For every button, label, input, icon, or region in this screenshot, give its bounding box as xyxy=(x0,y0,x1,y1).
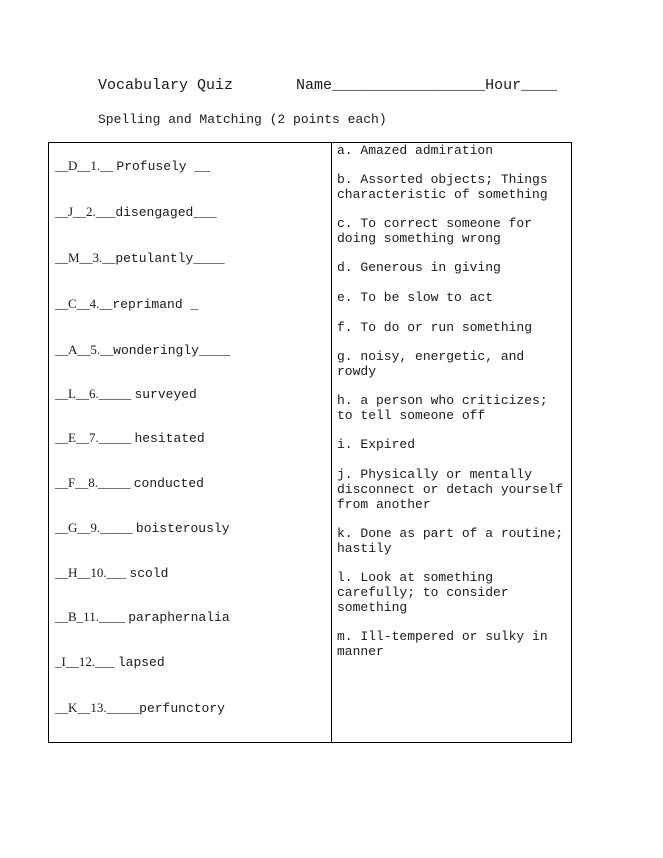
question-item[interactable]: __M__3.__petulantly____ xyxy=(55,250,225,266)
question-item[interactable]: __E__7._____ hesitated xyxy=(55,430,205,446)
definition-item: d. Generous in giving xyxy=(337,260,501,275)
definition-item: c. To correct someone for doing something wrong xyxy=(337,216,533,246)
hour-label: Hour xyxy=(485,77,522,94)
question-item[interactable]: _I__12.___ lapsed xyxy=(55,654,165,670)
name-label: Name xyxy=(296,77,333,94)
question-item[interactable]: __A__5.__wonderingly____ xyxy=(55,342,231,358)
definition-item: h. a person who criticizes; to tell someone off xyxy=(337,393,548,423)
quiz-title: Vocabulary Quiz xyxy=(98,77,234,94)
definition-item: i. Expired xyxy=(337,437,416,452)
question-item[interactable]: __L__6._____ surveyed xyxy=(55,386,197,402)
quiz-header xyxy=(98,77,557,94)
quiz-table xyxy=(48,142,572,743)
definition-item: g. noisy, energetic, and rowdy xyxy=(337,349,525,379)
question-item[interactable]: __C__4.__reprimand _ xyxy=(55,296,199,312)
hour-blank[interactable]: ____ xyxy=(521,77,558,94)
question-item[interactable]: __G__9._____ boisterously xyxy=(55,520,230,536)
question-item[interactable]: __B_11.____ paraphernalia xyxy=(55,609,230,625)
name-blank[interactable]: _________________ xyxy=(332,77,486,94)
question-item[interactable]: __D__1.__ Profusely __ xyxy=(55,158,211,174)
definition-item: f. To do or run something xyxy=(337,320,533,335)
definition-item: e. To be slow to act xyxy=(337,290,494,305)
question-item[interactable]: __H__10.___ scold xyxy=(55,565,169,581)
column-divider xyxy=(331,143,332,742)
quiz-subtitle: Spelling and Matching (2 points each) xyxy=(98,112,387,127)
definition-item: l. Look at something carefully; to consider something xyxy=(337,570,509,615)
definition-item: a. Amazed admiration xyxy=(337,143,494,158)
question-item[interactable]: __K__13._____perfunctory xyxy=(55,700,225,716)
definition-item: m. Ill-tempered or sulky in manner xyxy=(337,629,548,659)
question-item[interactable]: __J__2.___disengaged___ xyxy=(55,204,217,220)
definition-item: j. Physically or mentally disconnect or detach yourself from another xyxy=(337,467,564,512)
question-item[interactable]: __F__8._____ conducted xyxy=(55,475,204,491)
definition-item: b. Assorted objects; Things characteristic of something xyxy=(337,172,548,202)
definition-item: k. Done as part of a routine; hastily xyxy=(337,526,564,556)
